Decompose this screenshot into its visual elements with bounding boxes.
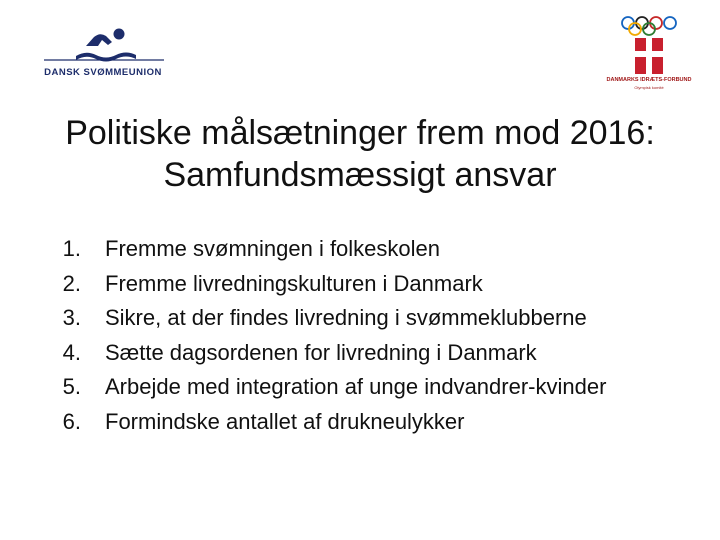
item-number: 1.: [62, 236, 81, 262]
list-item: [50, 370, 710, 405]
olympic-flag-icon: [615, 14, 683, 76]
item-number: 5.: [62, 374, 81, 400]
list-item: [50, 232, 710, 267]
logo-right-subtitle: Olympisk komité: [634, 85, 664, 90]
item-text: Sikre, at der findes livredning i svømmeklubberne: [105, 305, 587, 331]
logo-left-name: DANSK SVØMMEUNION: [44, 67, 162, 78]
item-text: Fremme svømningen i folkeskolen: [105, 236, 441, 262]
danmarks-idraetsforbund-logo: [604, 14, 694, 94]
item-number: 4.: [62, 339, 81, 365]
dansk-svommeunion-logo: [24, 26, 182, 82]
title-line-2: Samfundsmæssigt ansvar: [163, 156, 557, 194]
list-item: [50, 336, 710, 371]
goals-list: [50, 232, 710, 439]
title-line-1: Politiske målsætninger frem mod 2016:: [65, 114, 655, 152]
item-text: Sætte dagsordenen for livredning i Danmark: [105, 339, 537, 365]
swimmer-icon: [24, 26, 182, 66]
item-text: Fremme livredningskulturen i Danmark: [105, 270, 483, 296]
slide-title: [20, 112, 700, 196]
item-text: Arbejde med integration af unge indvandrer-kvinder: [105, 374, 607, 400]
logo-right-name: DANMARKS IDRÆTS-FORBUND: [606, 77, 692, 83]
list-item: [50, 405, 710, 440]
item-number: 3.: [62, 305, 81, 331]
item-text: Formindske antallet af drukneulykker: [105, 408, 465, 434]
item-number: 6.: [62, 408, 81, 434]
list-item: [50, 267, 710, 302]
list-item: [50, 301, 710, 336]
item-number: 2.: [62, 270, 81, 296]
